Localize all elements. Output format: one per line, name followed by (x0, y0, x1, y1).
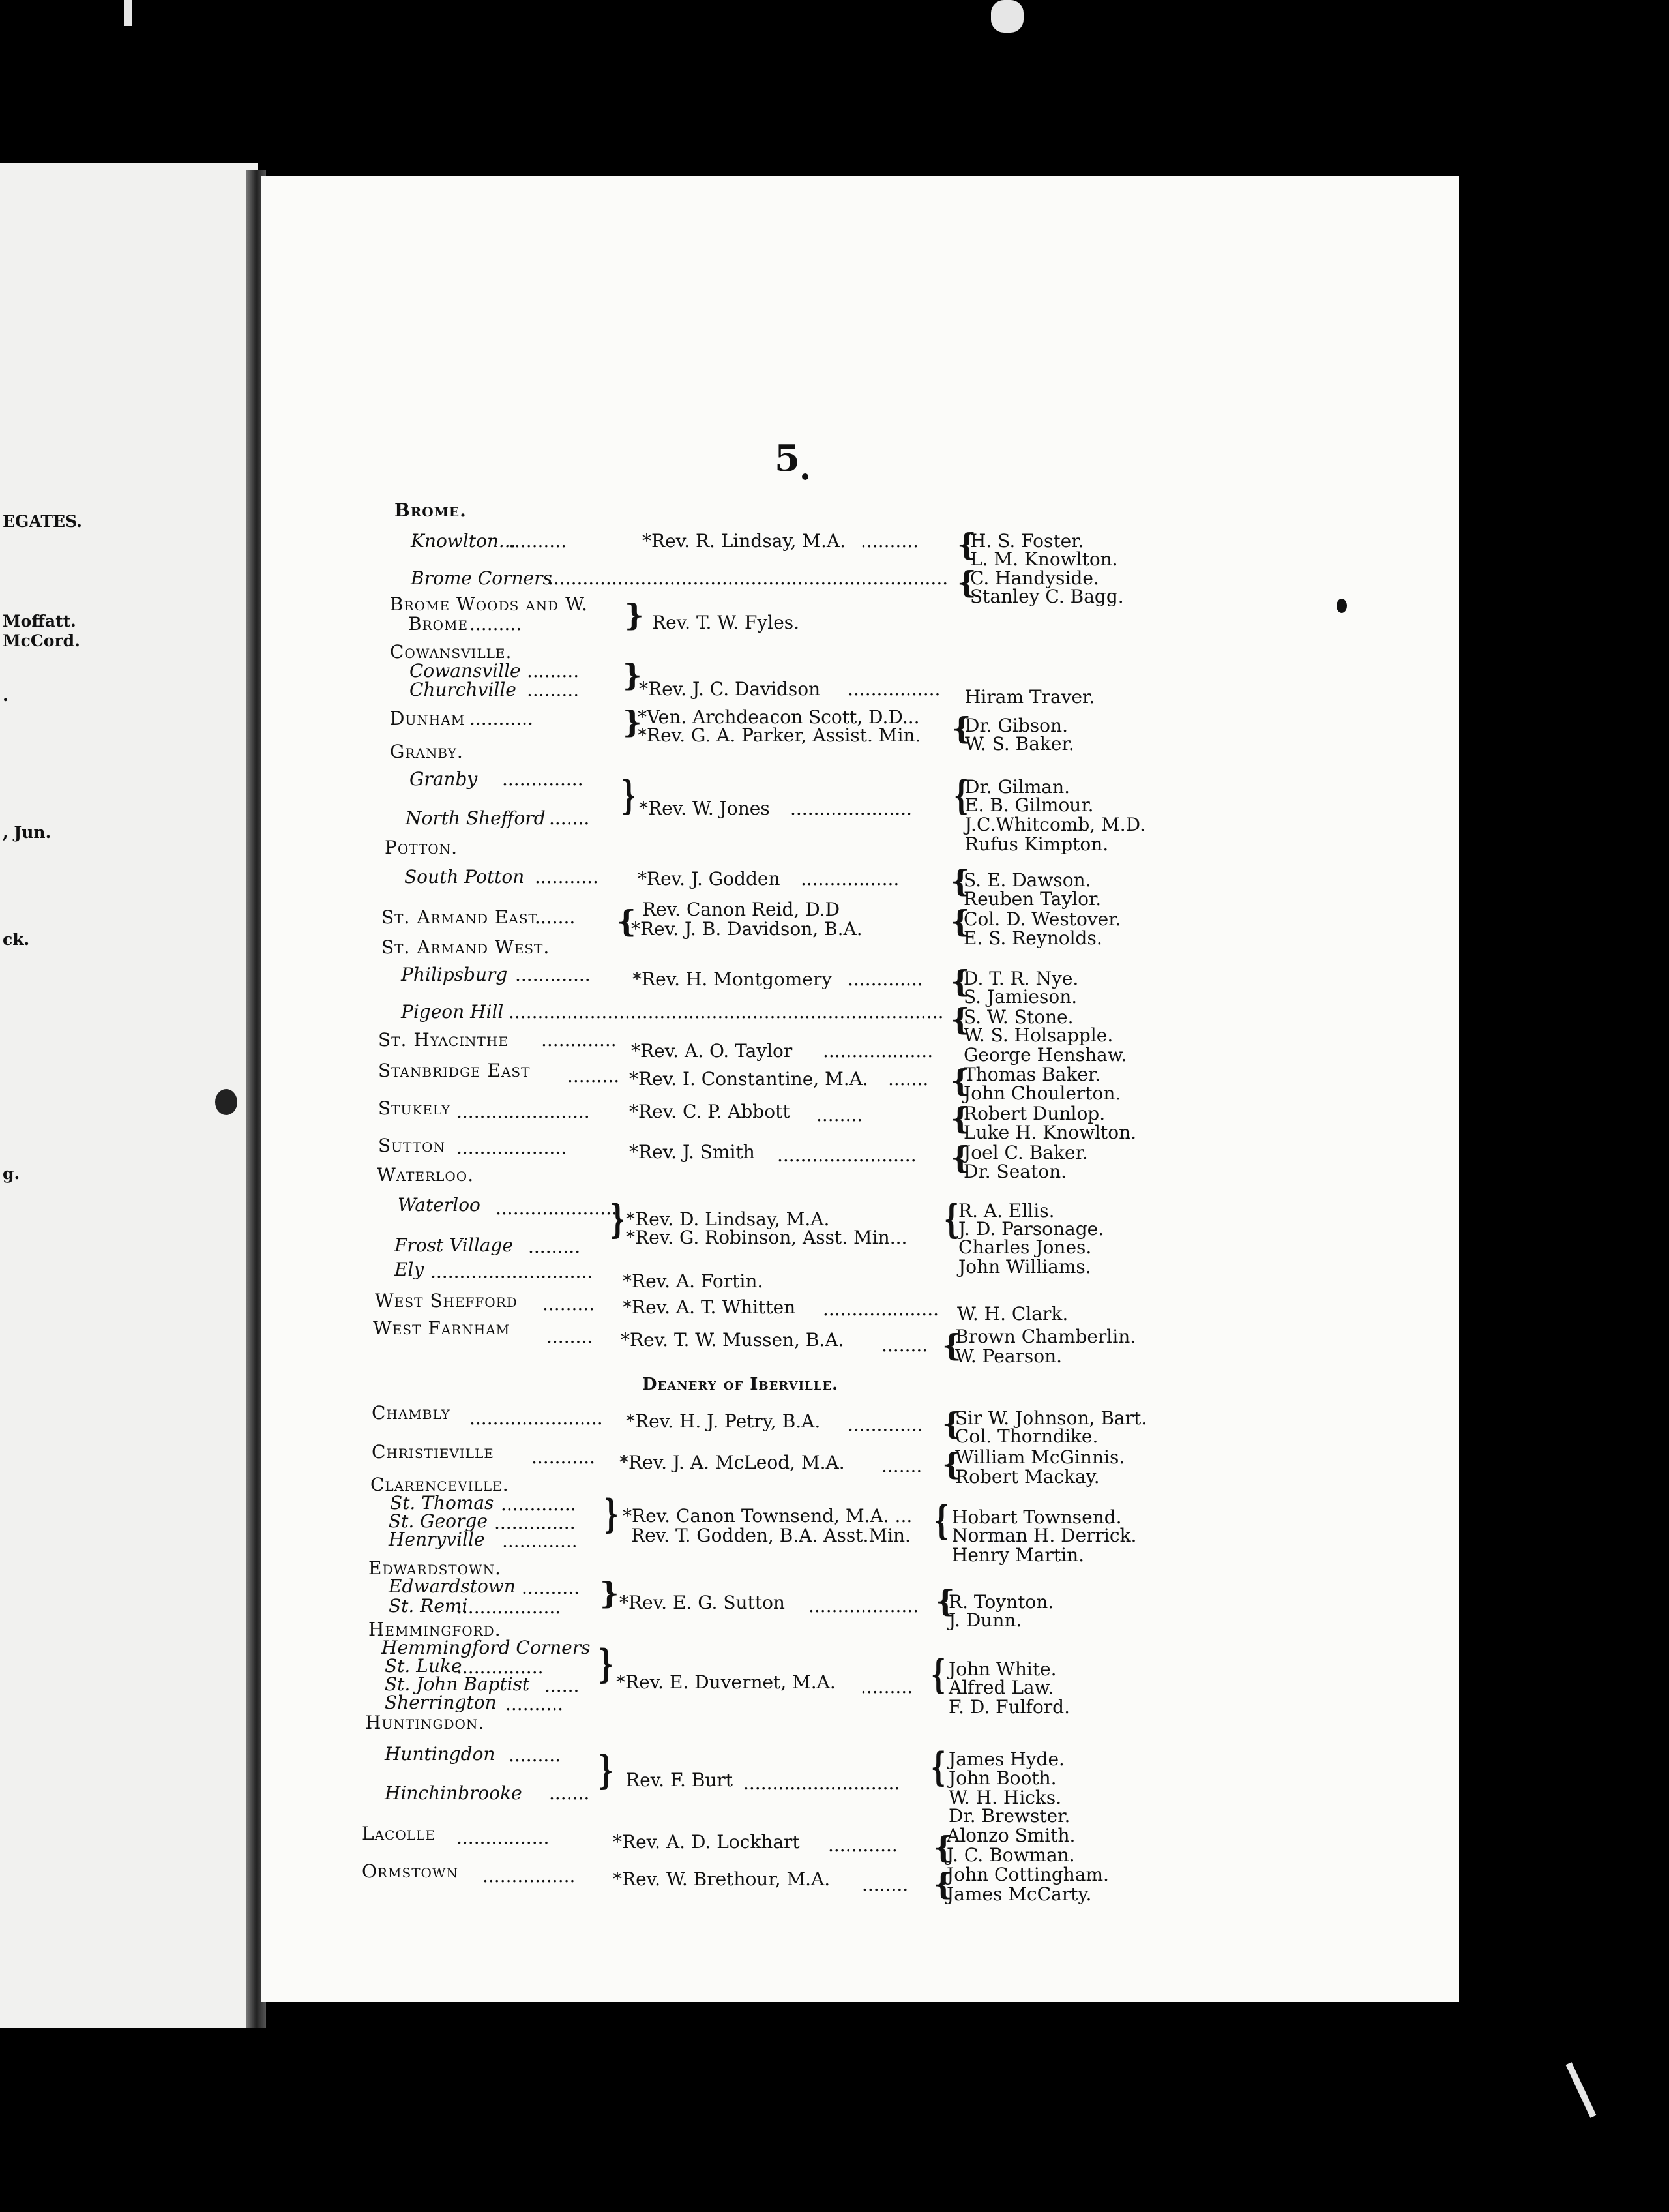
place-name: Sherrington (385, 1692, 497, 1713)
clergy-name: Rev. T. Godden, B.A. Asst.Min. (631, 1525, 911, 1546)
delegate-name: Reuben Taylor. (964, 888, 1102, 910)
parish-heading: Potton. (385, 837, 458, 858)
scan-speck (802, 473, 808, 480)
parish-heading: Granby. (390, 741, 464, 762)
place-name: Pigeon Hill (401, 1001, 504, 1023)
left-page-fragment: g. (3, 1164, 20, 1183)
clergy-name: Rev. T. W. Fyles. (652, 612, 800, 633)
brace: { (936, 1583, 955, 1619)
place-name: Knowlton... (411, 530, 516, 552)
place-name: West Shefford (375, 1290, 518, 1311)
brace: } (610, 1197, 625, 1242)
delegate-name: S. E. Dawson. (964, 869, 1091, 891)
dot-leader: ..................... (495, 1197, 617, 1219)
dot-leader: ...... (544, 1675, 580, 1696)
dot-leader: ......... (527, 679, 580, 700)
delegate-name: E. S. Reynolds. (964, 927, 1102, 949)
clergy-name: *Rev. D. Lindsay, M.A. (626, 1208, 830, 1230)
place-name: Stukely (378, 1098, 451, 1119)
delegate-name: Brown Chamberlin. (955, 1326, 1136, 1347)
delegate-name: F. D. Fulford. (949, 1696, 1070, 1718)
dot-leader: ............. (515, 964, 591, 985)
left-page-fragment: Moffatt. (3, 612, 76, 631)
clergy-name: *Rev. R. Lindsay, M.A. (642, 530, 846, 552)
page-number: 5 (775, 437, 800, 480)
dot-leader: ................... (823, 1040, 934, 1062)
delegate-name: Hobart Townsend. (952, 1506, 1122, 1528)
dot-leader: ......... (567, 1065, 620, 1086)
delegate-name: E. B. Gilmour. (965, 794, 1094, 816)
delegate-name: S. Jamieson. (964, 986, 1078, 1008)
dot-leader: ............. (541, 1029, 617, 1051)
place-name: Philipsburg (401, 964, 508, 985)
delegate-name: John Choulerton. (964, 1083, 1121, 1104)
delegate-name: Thomas Baker. (964, 1064, 1101, 1085)
section-heading: Deanery of Iberville. (642, 1375, 839, 1394)
dot-leader: .............. (502, 768, 583, 790)
brace: { (952, 711, 971, 746)
place-name: West Farnham (373, 1317, 510, 1339)
brace: { (934, 1498, 949, 1544)
place-name: Chambly (372, 1402, 450, 1424)
brace: { (951, 964, 970, 999)
delegate-name: J.C.Whitcomb, M.D. (965, 814, 1146, 835)
delegate-name: Col. Thorndike. (955, 1426, 1099, 1447)
dot-leader: ......... (509, 1744, 561, 1766)
dot-leader: ......... (528, 1236, 581, 1257)
brace: { (934, 1866, 953, 1902)
clergy-name: *Rev. J. B. Davidson, B.A. (631, 918, 863, 940)
brace: { (957, 565, 977, 600)
dot-leader: .......... (509, 530, 567, 552)
clergy-name: *Rev. H. J. Petry, B.A. (626, 1411, 821, 1432)
place-name: Edwardstown (389, 1576, 516, 1597)
scan-speck (991, 0, 1024, 33)
place-name: Granby (409, 768, 478, 790)
dot-leader: .............. (494, 1512, 576, 1533)
delegate-name: George Henshaw. (964, 1044, 1127, 1066)
dot-leader: ........................................................................... (509, 1001, 944, 1023)
dot-leader: ......... (527, 660, 580, 681)
delegate-name: Dr. Gilman. (965, 776, 1071, 798)
scan-speck (1337, 599, 1347, 613)
brace: } (603, 1491, 619, 1537)
brace: { (942, 1328, 962, 1363)
clergy-name: *Rev. J. A. McLeod, M.A. (619, 1452, 845, 1473)
dot-leader: ....... (549, 807, 590, 829)
delegate-name: Luke H. Knowlton. (964, 1122, 1137, 1143)
dot-leader: .................... (823, 1298, 939, 1320)
clergy-name: *Rev. G. A. Parker, Assist. Min. (638, 725, 921, 746)
brace: { (930, 1744, 946, 1790)
left-page-fragment: McCord. (3, 631, 80, 650)
delegate-name: James Hyde. (949, 1748, 1065, 1770)
place-name: Huntingdon (385, 1743, 495, 1765)
clergy-name: *Rev. H. Montgomery (632, 968, 833, 990)
place-name: Henryville (389, 1529, 485, 1550)
delegate-name: Joel C. Baker. (964, 1142, 1088, 1163)
delegate-name: H. S. Foster. (970, 530, 1084, 552)
dot-leader: ................ (848, 678, 941, 700)
delegate-name: Rufus Kimpton. (965, 833, 1109, 855)
county-heading: Brome. (394, 500, 467, 521)
brace: { (951, 863, 970, 899)
brace: { (951, 1002, 970, 1037)
dot-leader: ........ (816, 1104, 863, 1126)
dot-leader: ............ (828, 1834, 898, 1856)
left-page-fragment: EGATES. (3, 512, 82, 531)
delegate-name: John Cottingham. (947, 1864, 1109, 1885)
delegate-name: Alonzo Smith. (947, 1825, 1076, 1846)
place-name: Frost Village (394, 1234, 513, 1256)
delegate-name: Dr. Seaton. (964, 1161, 1067, 1182)
clergy-name: *Rev. E. G. Sutton (619, 1592, 785, 1613)
clergy-name: *Rev. W. Jones (639, 798, 770, 819)
parish-heading: St. Armand West. (381, 936, 550, 958)
place-name: Sutton (378, 1135, 445, 1156)
dot-leader: ................... (456, 1137, 567, 1158)
place-name: Waterloo (398, 1194, 480, 1216)
delegate-name: C. Handyside. (970, 567, 1099, 589)
place-name: St. George (389, 1510, 488, 1532)
brace: } (621, 773, 636, 818)
brace: { (951, 1140, 970, 1175)
delegate-name: W. H. Hicks. (949, 1787, 1062, 1808)
dot-leader: ........... (535, 866, 598, 888)
dot-leader: ......... (469, 613, 522, 635)
left-page-fragment: . (3, 686, 8, 705)
delegate-name: James McCarty. (947, 1883, 1092, 1905)
dot-leader: ....... (881, 1455, 923, 1476)
delegate-name: J. C. Bowman. (947, 1844, 1075, 1866)
parish-heading: Huntingdon. (365, 1712, 485, 1733)
place-name: St. Hyacinthe (378, 1029, 509, 1051)
dot-leader: ..................................................................... (548, 567, 949, 589)
clergy-name: *Rev. I. Constantine, M.A. (629, 1068, 868, 1090)
delegate-name: John Booth. (949, 1767, 1057, 1789)
brace: { (953, 773, 969, 818)
delegate-name: John White. (949, 1658, 1057, 1680)
dot-leader: ........................... (743, 1772, 900, 1794)
place-name: Brome Corners (411, 567, 552, 589)
delegate-name: L. M. Knowlton. (970, 548, 1118, 570)
dot-leader: .......... (861, 530, 919, 552)
delegate-name: Norman H. Derrick. (952, 1525, 1137, 1546)
brace: } (623, 704, 642, 740)
parish-heading: Edwardstown. (368, 1557, 501, 1579)
place-name: Stanbridge East (378, 1060, 531, 1081)
place-name: Ormstown (362, 1861, 458, 1882)
dot-leader: ........ (862, 1874, 909, 1895)
dot-leader: ............................ (430, 1261, 593, 1282)
clergy-name: *Rev. T. W. Mussen, B.A. (621, 1329, 844, 1351)
scan-speck (1565, 2062, 1596, 2118)
brace: } (623, 657, 642, 693)
place-name: St. Thomas (390, 1492, 494, 1514)
clergy-name: *Rev. C. P. Abbott (629, 1101, 790, 1122)
left-page-fragment: ck. (3, 930, 30, 949)
place-name: Brome Woods and W. (390, 593, 588, 615)
dot-leader: ............. (848, 968, 923, 990)
dot-leader: ..................... (790, 798, 912, 819)
dot-leader: ........ (546, 1326, 593, 1347)
brace: { (951, 1063, 970, 1098)
dot-leader: ......... (542, 1293, 595, 1315)
brace: { (951, 904, 970, 939)
place-name: Brome (408, 613, 469, 635)
clergy-name: *Rev. A. Fortin. (623, 1270, 763, 1292)
delegate-name: Hiram Traver. (965, 686, 1095, 708)
delegate-name: Robert Dunlop. (964, 1103, 1106, 1124)
clergy-name: *Rev. A. O. Taylor (631, 1040, 793, 1062)
dot-leader: .......... (505, 1693, 564, 1714)
dot-leader: .......... (522, 1577, 580, 1598)
dot-leader: ....... (888, 1068, 929, 1090)
clergy-name: Rev. F. Burt (626, 1769, 733, 1791)
clergy-name: *Rev. J. Smith (629, 1141, 755, 1163)
clergy-name: *Rev. G. Robinson, Asst. Min... (626, 1227, 908, 1248)
clergy-name: *Ven. Archdeacon Scott, D.D... (638, 706, 920, 728)
delegate-name: J. Dunn. (949, 1609, 1022, 1631)
clergy-name: *Rev. J. Godden (638, 868, 780, 889)
delegate-name: R. A. Ellis. (958, 1200, 1055, 1221)
parish-heading: Waterloo. (377, 1164, 475, 1186)
place-name: Dunham (390, 708, 465, 729)
place-name: St. Armand East (381, 906, 538, 928)
brace: } (598, 1641, 613, 1687)
dot-leader: ........... (531, 1446, 595, 1468)
clergy-name: *Rev. W. Brethour, M.A. (613, 1868, 831, 1890)
clergy-name: *Rev. J. C. Davidson (639, 678, 821, 700)
place-name: St. John Baptist (385, 1673, 530, 1695)
delegate-name: D. T. R. Nye. (964, 968, 1079, 989)
dot-leader: ........................ (777, 1144, 917, 1166)
delegate-name: Robert Mackay. (955, 1466, 1100, 1487)
place-name: Lacolle (362, 1823, 436, 1844)
clergy-name: *Rev. A. T. Whitten (623, 1296, 796, 1318)
place-name: St. Luke (385, 1655, 462, 1677)
clergy-name: Rev. Canon Reid, D.D (642, 899, 840, 920)
dot-leader: ....... (549, 1782, 590, 1804)
brace: { (957, 527, 977, 562)
delegate-name: W. H. Clark. (957, 1303, 1069, 1324)
brace: { (934, 1830, 953, 1865)
parish-heading: Hemmingford. (368, 1619, 501, 1640)
place-name: Hinchinbrooke (385, 1782, 522, 1804)
delegate-name: Dr. Gibson. (965, 715, 1068, 736)
dot-leader: ................. (801, 868, 900, 889)
place-name: Churchville (409, 679, 516, 700)
parish-heading: Cowansville. (390, 641, 512, 663)
brace: { (942, 1406, 962, 1441)
delegate-name: William McGinnis. (955, 1446, 1125, 1468)
brace: { (930, 1652, 946, 1697)
delegate-name: Col. D. Westover. (964, 908, 1121, 930)
delegate-name: W. S. Holsapple. (964, 1024, 1114, 1046)
scan-speck (215, 1089, 237, 1115)
left-page-fragment: , Jun. (3, 823, 52, 842)
dot-leader: ....................... (469, 1407, 603, 1429)
delegate-name: R. Toynton. (949, 1591, 1054, 1613)
dot-leader: ............. (501, 1493, 576, 1515)
place-name: Hemmingford Corners (381, 1637, 591, 1658)
delegate-name: W. S. Baker. (965, 733, 1074, 755)
dot-leader: ........ (881, 1334, 928, 1356)
delegate-name: Charles Jones. (958, 1236, 1092, 1258)
dot-leader: ............. (502, 1530, 578, 1551)
delegate-name: W. Pearson. (955, 1345, 1063, 1367)
scan-speck (124, 0, 132, 26)
place-name: St. Remi (389, 1595, 468, 1617)
brace: { (942, 1446, 962, 1482)
delegate-name: Alfred Law. (949, 1677, 1054, 1698)
delegate-name: Dr. Brewster. (949, 1805, 1071, 1827)
clergy-name: *Rev. Canon Townsend, M.A. ... (623, 1505, 913, 1527)
dot-leader: ............. (848, 1414, 923, 1435)
dot-leader: ......... (861, 1676, 913, 1697)
place-name: Cowansville (409, 660, 521, 681)
dot-leader: ................... (808, 1595, 919, 1617)
brace: } (600, 1576, 619, 1611)
place-name: South Potton (404, 866, 525, 888)
dot-leader: .................. (456, 1596, 561, 1618)
clergy-name: *Rev. A. D. Lockhart (613, 1831, 800, 1853)
dot-leader: ................ (482, 1865, 576, 1887)
dot-leader: ................ (456, 1827, 550, 1848)
dot-leader: ....... (535, 906, 576, 928)
dot-leader: ........... (469, 708, 533, 729)
delegate-name: J. D. Parsonage. (958, 1218, 1104, 1240)
brace: { (943, 1197, 959, 1242)
place-name: Ely (394, 1259, 424, 1280)
delegate-name: Henry Martin. (952, 1544, 1085, 1566)
brace: { (617, 904, 636, 939)
delegate-name: Sir W. Johnson, Bart. (955, 1407, 1147, 1429)
delegate-name: John Williams. (958, 1256, 1091, 1278)
place-name: Christieville (372, 1441, 494, 1463)
dot-leader: ....................... (456, 1101, 590, 1122)
brace: { (951, 1101, 970, 1136)
dot-leader: ............... (456, 1656, 544, 1678)
parish-heading: Clarenceville. (370, 1474, 509, 1495)
delegate-name: S. W. Stone. (964, 1006, 1074, 1028)
place-name: North Shefford (406, 807, 546, 829)
brace: } (625, 597, 644, 633)
delegate-name: Stanley C. Bagg. (970, 586, 1124, 607)
brace: } (598, 1748, 613, 1793)
clergy-name: *Rev. E. Duvernet, M.A. (616, 1671, 836, 1693)
